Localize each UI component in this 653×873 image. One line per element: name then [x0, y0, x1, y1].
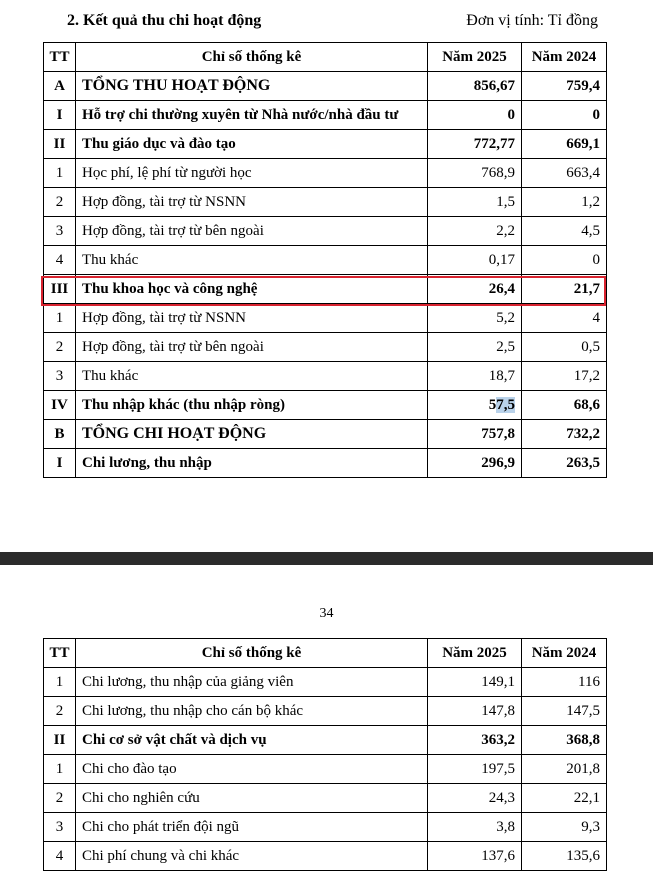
- header-year-2025: Năm 2025: [428, 43, 522, 72]
- row-name: Chi phí chung và chi khác: [76, 842, 428, 871]
- header-tt: TT: [44, 43, 76, 72]
- header-year-2024: Năm 2024: [522, 43, 607, 72]
- row-name: Hợp đồng, tài trợ từ bên ngoài: [76, 333, 428, 362]
- row-tt: 4: [44, 246, 76, 275]
- header-tt: TT: [44, 639, 76, 668]
- row-name: Chi cho phát triển đội ngũ: [76, 813, 428, 842]
- row-tt: 3: [44, 217, 76, 246]
- table-row: [44, 217, 607, 246]
- table-row: [44, 304, 607, 333]
- row-tt: 3: [44, 813, 76, 842]
- row-name: TỔNG THU HOẠT ĐỘNG: [76, 72, 428, 101]
- row-value-2024: 17,2: [522, 362, 607, 391]
- table-row: [44, 333, 607, 362]
- row-name: Hỗ trợ chi thường xuyên từ Nhà nước/nhà đầu tư: [76, 101, 428, 130]
- row-tt: 3: [44, 362, 76, 391]
- table-row: [44, 726, 607, 755]
- table-header-row: [44, 43, 607, 72]
- row-value-2025: 24,3: [428, 784, 522, 813]
- row-value-2024: 201,8: [522, 755, 607, 784]
- table-row: [44, 101, 607, 130]
- page-number: 34: [319, 606, 334, 621]
- table-row: [44, 130, 607, 159]
- table-row: [44, 697, 607, 726]
- row-name: Hợp đồng, tài trợ từ NSNN: [76, 304, 428, 333]
- header-indicator: Chỉ số thống kê: [76, 43, 428, 72]
- row-name: Thu nhập khác (thu nhập ròng): [76, 391, 428, 420]
- row-tt: 4: [44, 842, 76, 871]
- table-row: [44, 188, 607, 217]
- row-tt: III: [44, 275, 76, 304]
- table-row-highlighted: [44, 275, 607, 304]
- row-tt: I: [44, 101, 76, 130]
- table-row: [44, 449, 607, 478]
- row-name: Chi cho đào tạo: [76, 755, 428, 784]
- row-value-2025: 768,9: [428, 159, 522, 188]
- row-name: Học phí, lệ phí từ người học: [76, 159, 428, 188]
- row-value-2024: 135,6: [522, 842, 607, 871]
- section-title: 2. Kết quả thu chi hoạt động: [67, 12, 262, 29]
- header-year-2024: Năm 2024: [522, 639, 607, 668]
- row-name: Thu giáo dục và đào tạo: [76, 130, 428, 159]
- row-name: Thu khoa học và công nghệ: [76, 275, 428, 304]
- value-unselected-part: 5: [488, 397, 497, 413]
- row-value-2024: 368,8: [522, 726, 607, 755]
- header-indicator: Chỉ số thống kê: [76, 639, 428, 668]
- row-tt: 1: [44, 304, 76, 333]
- row-tt: 1: [44, 755, 76, 784]
- table-row: [44, 72, 607, 101]
- row-value-2025: 26,4: [428, 275, 522, 304]
- row-tt: 2: [44, 784, 76, 813]
- row-name: TỔNG CHI HOẠT ĐỘNG: [76, 420, 428, 449]
- row-value-2024: 147,5: [522, 697, 607, 726]
- row-value-2024: 0,5: [522, 333, 607, 362]
- row-value-2025: 2,5: [428, 333, 522, 362]
- row-value-2024: 263,5: [522, 449, 607, 478]
- table-row: [44, 842, 607, 871]
- row-name: Thu khác: [76, 362, 428, 391]
- row-value-2024: 0: [522, 101, 607, 130]
- row-value-2025: 18,7: [428, 362, 522, 391]
- table-row: [44, 362, 607, 391]
- row-value-2025: 0,17: [428, 246, 522, 275]
- row-name: Chi cơ sở vật chất và dịch vụ: [76, 726, 428, 755]
- table-row: [44, 391, 607, 420]
- header-year-2025: Năm 2025: [428, 639, 522, 668]
- row-value-2024: 732,2: [522, 420, 607, 449]
- table-row: [44, 668, 607, 697]
- row-name: Chi lương, thu nhập của giảng viên: [76, 668, 428, 697]
- row-name: Hợp đồng, tài trợ từ bên ngoài: [76, 217, 428, 246]
- row-tt: IV: [44, 391, 76, 420]
- row-value-2024: 0: [522, 246, 607, 275]
- table-row: [44, 755, 607, 784]
- row-value-2024: 4,5: [522, 217, 607, 246]
- row-tt: B: [44, 420, 76, 449]
- row-tt: 1: [44, 668, 76, 697]
- row-tt: 1: [44, 159, 76, 188]
- row-value-2025: 757,8: [428, 420, 522, 449]
- row-value-2024: 68,6: [522, 391, 607, 420]
- row-tt: 2: [44, 333, 76, 362]
- row-name: Chi lương, thu nhập: [76, 449, 428, 478]
- table-row: [44, 420, 607, 449]
- row-value-2025: 137,6: [428, 842, 522, 871]
- row-value-2024: 663,4: [522, 159, 607, 188]
- row-value-2025: 772,77: [428, 130, 522, 159]
- row-tt: II: [44, 130, 76, 159]
- row-value-2024: 4: [522, 304, 607, 333]
- row-name: Thu khác: [76, 246, 428, 275]
- row-value-2024: 759,4: [522, 72, 607, 101]
- table-row: [44, 246, 607, 275]
- row-value-2025: 363,2: [428, 726, 522, 755]
- row-value-2025: 0: [428, 101, 522, 130]
- row-value-2025: 856,67: [428, 72, 522, 101]
- table-row: [44, 784, 607, 813]
- row-value-2024: 116: [522, 668, 607, 697]
- row-value-2025: 296,9: [428, 449, 522, 478]
- row-value-2025[interactable]: [428, 391, 522, 420]
- row-value-2024: 669,1: [522, 130, 607, 159]
- row-value-2024: 22,1: [522, 784, 607, 813]
- document-page-2: [0, 565, 653, 873]
- page-divider: [0, 552, 653, 565]
- row-value-2025: 5,2: [428, 304, 522, 333]
- row-tt: II: [44, 726, 76, 755]
- row-name: Chi lương, thu nhập cho cán bộ khác: [76, 697, 428, 726]
- row-value-2024: 21,7: [522, 275, 607, 304]
- table-header-row: [44, 639, 607, 668]
- row-value-2024: 9,3: [522, 813, 607, 842]
- expense-table: [43, 638, 607, 871]
- row-tt: 2: [44, 697, 76, 726]
- table-row: [44, 159, 607, 188]
- row-value-2025: 197,5: [428, 755, 522, 784]
- row-tt: 2: [44, 188, 76, 217]
- row-value-2025: 147,8: [428, 697, 522, 726]
- unit-label: Đơn vị tính: Tỉ đồng: [466, 12, 598, 29]
- row-value-2025: 3,8: [428, 813, 522, 842]
- row-tt: I: [44, 449, 76, 478]
- row-value-2025: 149,1: [428, 668, 522, 697]
- row-name: Chi cho nghiên cứu: [76, 784, 428, 813]
- row-tt: A: [44, 72, 76, 101]
- row-value-2025: 2,2: [428, 217, 522, 246]
- row-value-2025: 1,5: [428, 188, 522, 217]
- income-table: [43, 42, 607, 478]
- table-row: [44, 813, 607, 842]
- row-value-2024: 1,2: [522, 188, 607, 217]
- text-selection[interactable]: 7,5: [496, 397, 515, 413]
- row-name: Hợp đồng, tài trợ từ NSNN: [76, 188, 428, 217]
